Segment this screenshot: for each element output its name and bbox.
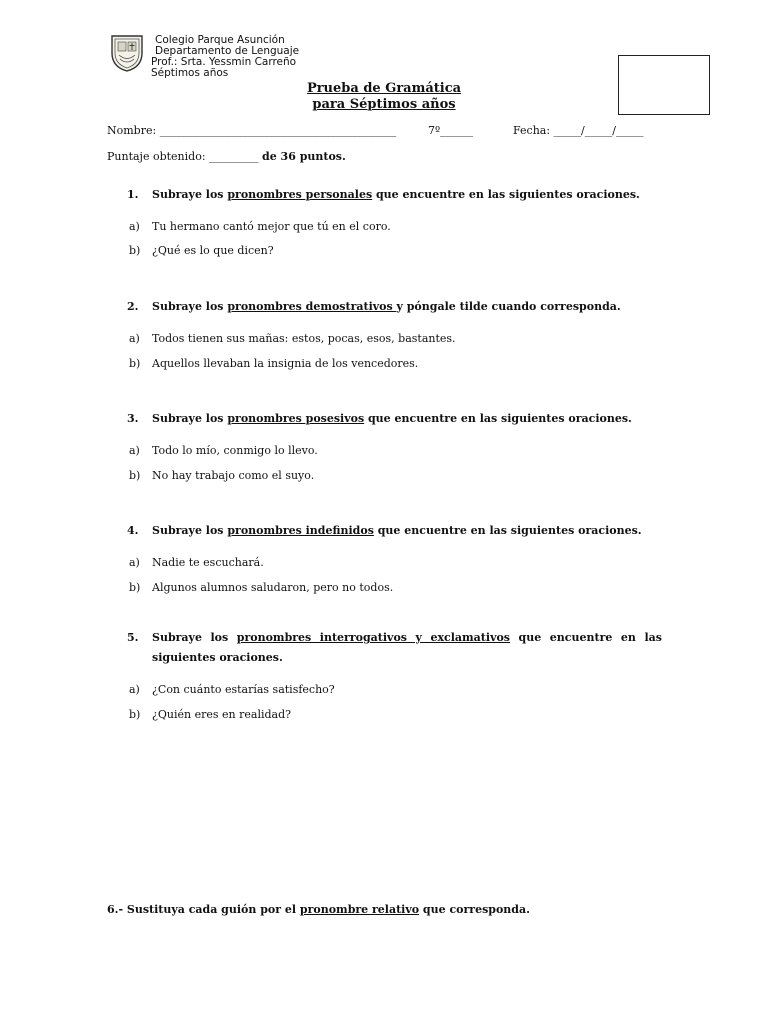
question-keyword: pronombres demostrativos <box>227 300 397 313</box>
question-text-continued: siguientes oraciones. <box>152 651 283 664</box>
score-label: Puntaje obtenido: _________ <box>107 150 259 163</box>
question-6: 6.- Sustituya cada guión por el pronombre relativo que corresponda. <box>107 903 530 916</box>
question-number: 2. <box>127 300 139 313</box>
date-field[interactable]: Fecha: _____/_____/_____ <box>513 124 644 137</box>
question-text: Subraye los pronombres demostrativos y póngale tilde cuando corresponda. <box>152 300 621 313</box>
question-keyword: pronombres indefinidos <box>227 524 374 537</box>
page-title: Prueba de Gramática <box>306 81 462 96</box>
page-subtitle: para Séptimos años <box>312 97 456 112</box>
question-keyword: pronombres interrogativos y exclamativos <box>236 631 510 644</box>
teacher-name: Prof.: Srta. Yessmin Carreño <box>151 56 297 68</box>
score-field[interactable] <box>107 150 346 163</box>
department-name: Departamento de Lenguaje <box>155 45 300 57</box>
question-text: Subraye los pronombres posesivos que encuentre en las siguientes oraciones. <box>152 412 632 425</box>
question-keyword: pronombres personales <box>227 188 373 201</box>
question-number: 3. <box>127 412 139 425</box>
question-number: 6.- <box>107 903 124 916</box>
question-text: Subraye los pronombres indefinidos que encuentre en las siguientes oraciones. <box>152 524 642 537</box>
name-field[interactable]: Nombre: ___________________________________________ <box>107 124 397 137</box>
question-text: Subraye los pronombres personales que encuentre en las siguientes oraciones. <box>152 188 640 201</box>
school-crest-icon <box>109 33 145 73</box>
course-field[interactable]: 7º______ <box>428 124 474 137</box>
score-total: de 36 puntos. <box>262 150 346 163</box>
question-number: 1. <box>127 188 139 201</box>
question-text: Subraye los pronombres interrogativos y exclamativos que encuentre en las <box>152 631 662 644</box>
grade-level: Séptimos años <box>151 67 229 79</box>
question-keyword: pronombre relativo <box>299 903 420 916</box>
question-number: 5. <box>127 631 139 644</box>
question-number: 4. <box>127 524 139 537</box>
question-keyword: pronombres posesivos <box>227 412 365 425</box>
school-name: Colegio Parque Asunción <box>155 34 285 46</box>
